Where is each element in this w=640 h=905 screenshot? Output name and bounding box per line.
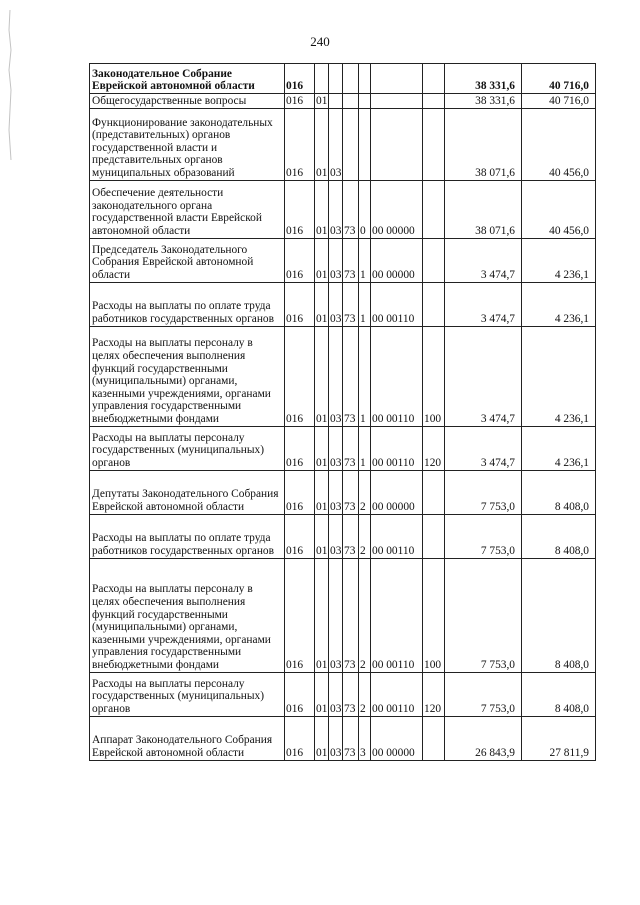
section-code: 01 <box>315 716 329 760</box>
table-row <box>90 716 596 760</box>
amount-year-1: 38 331,6 <box>445 64 522 94</box>
table-row <box>90 326 596 426</box>
program-code: 73 <box>343 238 359 282</box>
section-code: 01 <box>316 95 328 107</box>
table-row <box>90 470 596 514</box>
program-code <box>343 108 359 180</box>
target-code <box>371 64 423 94</box>
subprogram-code: 2 <box>359 672 371 716</box>
expense-type-code: 100 <box>423 558 445 672</box>
amount-year-2: 4 236,1 <box>522 426 596 470</box>
subsection-code: 03 <box>329 282 343 326</box>
subprogram-code <box>359 108 371 180</box>
amount-year-2: 40 456,0 <box>522 108 596 180</box>
admin-code: 016 <box>285 672 315 716</box>
subprogram-code: 2 <box>359 470 371 514</box>
table-row <box>90 426 596 470</box>
amount-year-2: 40 456,0 <box>522 180 596 238</box>
row-name: Функционирование законодательных (представительных) органов государственной власти и представительных органов муниципальных образований <box>90 108 285 180</box>
expense-type-code <box>423 238 445 282</box>
admin-code: 016 <box>285 470 315 514</box>
target-code: 00 00110 <box>371 282 423 326</box>
table-row <box>90 108 596 180</box>
admin-code: 016 <box>285 64 315 94</box>
row-name: Депутаты Законодательного Собрания Еврейской автономной области <box>90 470 285 514</box>
amount-year-2: 40 716,0 <box>522 94 596 109</box>
subsection-code: 03 <box>329 180 343 238</box>
subprogram-code <box>359 94 371 109</box>
subprogram-code: 1 <box>359 326 371 426</box>
target-code: 00 00110 <box>371 426 423 470</box>
program-code: 73 <box>343 282 359 326</box>
admin-code: 016 <box>285 238 315 282</box>
section-code: 01 <box>315 282 329 326</box>
target-code: 00 00110 <box>371 514 423 558</box>
amount-year-1: 38 071,6 <box>445 108 522 180</box>
amount-year-1: 3 474,7 <box>445 326 522 426</box>
margin-scan-artifact <box>6 10 14 160</box>
admin-code: 016 <box>285 108 315 180</box>
subsection-code: 03 <box>329 672 343 716</box>
target-code: 00 00000 <box>371 180 423 238</box>
section-code <box>315 64 329 94</box>
expense-type-code <box>423 94 445 109</box>
target-code: 00 00000 <box>371 716 423 760</box>
expense-type-code <box>423 108 445 180</box>
amount-year-1: 38 071,6 <box>445 180 522 238</box>
table-body <box>90 64 596 761</box>
section-code: 01 <box>315 108 329 180</box>
subsection-code: 03 <box>329 326 343 426</box>
amount-year-1: 7 753,0 <box>445 672 522 716</box>
program-code: 73 <box>343 326 359 426</box>
expense-type-code <box>423 64 445 94</box>
expense-type-code <box>423 514 445 558</box>
program-code: 73 <box>343 470 359 514</box>
row-name: Обеспечение деятельности законодательного органа государственной власти Еврейской автономной области <box>90 180 285 238</box>
section-code: 01 <box>315 326 329 426</box>
amount-year-1: 3 474,7 <box>445 238 522 282</box>
subsection-code: 03 <box>329 238 343 282</box>
target-code: 00 00000 <box>371 470 423 514</box>
program-code: 73 <box>343 672 359 716</box>
target-code <box>371 108 423 180</box>
admin-code: 016 <box>285 716 315 760</box>
expense-type-code: 100 <box>423 326 445 426</box>
program-code: 73 <box>343 180 359 238</box>
program-code: 73 <box>343 426 359 470</box>
amount-year-1: 3 474,7 <box>445 282 522 326</box>
row-name: Расходы на выплаты персоналу государственных (муниципальных) органов <box>90 672 285 716</box>
amount-year-2: 4 236,1 <box>522 282 596 326</box>
row-name: Расходы на выплаты по оплате труда работников государственных органов <box>90 282 285 326</box>
target-code: 00 00110 <box>371 672 423 716</box>
admin-code: 016 <box>285 180 315 238</box>
program-code: 73 <box>343 558 359 672</box>
amount-year-2: 8 408,0 <box>522 672 596 716</box>
program-code <box>343 64 359 94</box>
subsection-code: 03 <box>329 108 343 180</box>
subsection-code: 03 <box>329 716 343 760</box>
amount-year-1: 38 331,6 <box>445 94 522 109</box>
subprogram-code: 1 <box>359 426 371 470</box>
admin-code: 016 <box>285 514 315 558</box>
section-code: 01 <box>315 470 329 514</box>
row-name: Общегосударственные вопросы <box>90 94 285 109</box>
table-row <box>90 672 596 716</box>
subsection-code: 03 <box>329 514 343 558</box>
admin-code: 016 <box>285 558 315 672</box>
subprogram-code: 2 <box>359 558 371 672</box>
target-code: 00 00110 <box>371 558 423 672</box>
row-name: Расходы на выплаты по оплате труда работников государственных органов <box>90 514 285 558</box>
table-row <box>90 514 596 558</box>
expense-type-code <box>423 470 445 514</box>
subprogram-code: 0 <box>359 180 371 238</box>
program-code: 73 <box>343 716 359 760</box>
budget-table <box>89 63 596 761</box>
admin-code: 016 <box>285 426 315 470</box>
row-name: Расходы на выплаты персоналу государственных (муниципальных) органов <box>90 426 285 470</box>
expense-type-code: 120 <box>423 672 445 716</box>
expense-type-code <box>423 282 445 326</box>
row-name: Председатель Законодательного Собрания Еврейской автономной области <box>90 238 285 282</box>
section-code: 01 <box>315 558 329 672</box>
table-row <box>90 180 596 238</box>
page-number: 240 <box>310 34 330 49</box>
subsection-code: 03 <box>329 470 343 514</box>
admin-code: 016 <box>285 326 315 426</box>
subsection-code: 03 <box>329 426 343 470</box>
amount-year-2: 8 408,0 <box>522 514 596 558</box>
admin-code: 016 <box>285 282 315 326</box>
amount-year-2: 27 811,9 <box>522 716 596 760</box>
table-row <box>90 238 596 282</box>
amount-year-1: 7 753,0 <box>445 558 522 672</box>
section-code: 01 <box>315 426 329 470</box>
amount-year-2: 40 716,0 <box>522 64 596 94</box>
admin-code: 016 <box>285 94 315 109</box>
section-code: 01 <box>315 238 329 282</box>
target-code <box>371 94 423 109</box>
subprogram-code: 1 <box>359 238 371 282</box>
subprogram-code: 1 <box>359 282 371 326</box>
section-code: 01 <box>315 180 329 238</box>
target-code: 00 00110 <box>371 326 423 426</box>
subprogram-code: 3 <box>359 716 371 760</box>
subprogram-code: 2 <box>359 514 371 558</box>
target-code: 00 00000 <box>371 238 423 282</box>
row-name: Расходы на выплаты персоналу в целях обеспечения выполнения функций государственными (муниципальными) органами, казенными учреждениями, органами управления государственными внебюджетными фондами <box>90 558 285 672</box>
amount-year-2: 8 408,0 <box>522 470 596 514</box>
table-row <box>90 282 596 326</box>
subsection-code: 03 <box>329 558 343 672</box>
program-code <box>343 94 359 109</box>
row-name: Законодательное Собрание Еврейской автономной области <box>90 64 285 94</box>
table-row <box>90 64 596 94</box>
subprogram-code <box>359 64 371 94</box>
section-code: 01 <box>315 514 329 558</box>
amount-year-2: 8 408,0 <box>522 558 596 672</box>
amount-year-2: 4 236,1 <box>522 238 596 282</box>
row-name: Аппарат Законодательного Собрания Еврейской автономной области <box>90 716 285 760</box>
amount-year-2: 4 236,1 <box>522 326 596 426</box>
expense-type-code: 120 <box>423 426 445 470</box>
program-code: 73 <box>343 514 359 558</box>
expense-type-code <box>423 180 445 238</box>
expense-type-code <box>423 716 445 760</box>
amount-year-1: 26 843,9 <box>445 716 522 760</box>
section-code: 01 <box>315 672 329 716</box>
row-name: Расходы на выплаты персоналу в целях обеспечения выполнения функций государственными (муниципальными) органами, казенными учреждениями, органами управления государственными внебюджетными фондами <box>90 326 285 426</box>
subsection-code <box>329 94 343 109</box>
subsection-code <box>329 64 343 94</box>
amount-year-1: 7 753,0 <box>445 514 522 558</box>
amount-year-1: 3 474,7 <box>445 426 522 470</box>
amount-year-1: 7 753,0 <box>445 470 522 514</box>
table-row <box>90 558 596 672</box>
table-row <box>90 94 596 109</box>
